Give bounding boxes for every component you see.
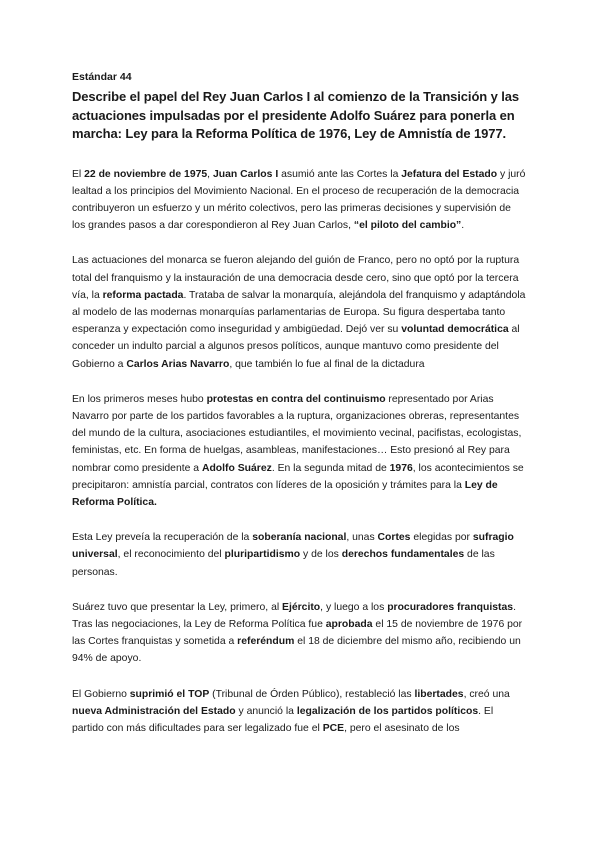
text-run: representado por Arias Navarro por parte de los partidos favorables a la ruptura, organizaciones obreras, representantes del mundo de la cultura, asociaciones estudiantiles, el movimiento vecinal, pacifistas, ecologistas, feministas, etc. En forma de huelgas, asambleas, manifestaciones… Esto presionó al Rey para nombrar como presidente a <box>72 393 522 474</box>
bold-text: nueva Administración del Estado <box>72 705 236 717</box>
bold-text: libertades <box>414 688 464 700</box>
paragraph-4 <box>72 529 527 581</box>
text-run: , creó una <box>463 688 510 700</box>
standard-label: Estándar 44 <box>72 71 132 83</box>
text-run: , pero el asesinato de los <box>344 722 460 734</box>
bold-text: sufragio universal <box>72 532 514 561</box>
bold-text: Ley de Reforma Política. <box>72 479 498 508</box>
text-run: , el reconocimiento del <box>117 549 225 561</box>
paragraph-6 <box>72 686 527 738</box>
text-run: (Tribunal de Órden Público), restableció las <box>209 688 415 700</box>
document-content <box>72 70 527 755</box>
paragraphs-container <box>72 166 527 738</box>
bold-text: soberanía nacional <box>252 532 347 544</box>
text-run: y anunció la <box>235 705 297 717</box>
bold-text: protestas en contra del continuismo <box>206 393 386 405</box>
paragraph-1 <box>72 166 527 235</box>
bold-text: derechos fundamentales <box>341 549 465 561</box>
text-run: , unas <box>346 532 378 544</box>
paragraph-2 <box>72 252 527 372</box>
paragraph-3 <box>72 391 527 511</box>
text-run: asumió ante las Cortes la <box>278 168 402 180</box>
bold-text: legalización de los partidos políticos <box>296 705 479 717</box>
paragraph-5 <box>72 599 527 668</box>
text-run: al conceder un indulto parcial a algunos presos políticos, aunque mantuvo como presidente del Gobierno a <box>72 324 520 370</box>
bold-text: Cortes <box>377 532 411 544</box>
bold-text: Juan Carlos I <box>212 168 279 180</box>
text-run: y de los <box>300 549 342 561</box>
bold-text: pluripartidismo <box>224 549 301 561</box>
bold-text: Carlos Arias Navarro <box>126 358 230 370</box>
text-run: Esta Ley preveía la recuperación de la <box>72 532 253 544</box>
bold-text: referéndum <box>237 636 295 648</box>
bold-text: procuradores franquistas <box>387 601 514 613</box>
bold-text: 1976 <box>389 462 413 474</box>
text-run: En los primeros meses hubo <box>72 393 207 405</box>
text-run: , los acontecimientos se precipitaron: amnistía parcial, contratos con líderes de la oposición y trámites para la <box>72 462 524 491</box>
text-run: , <box>207 168 213 180</box>
bold-text: aprobada <box>325 618 373 630</box>
text-run: elegidas por <box>410 532 473 544</box>
text-run: . Trataba de salvar la monarquía, alejándola del franquismo y adaptándola al modelo de las modernas monarquías parlamentarias de Europa. Su figura despertaba tanto esperanza y expectación como inseguridad y ambigüedad. Dejó ver su <box>72 289 526 336</box>
text-run: . El partido con más dificultades para ser legalizado fue el <box>72 705 494 734</box>
bold-text: PCE <box>322 722 345 734</box>
text-run: el 18 de diciembre del mismo año, recibiendo un 94% de apoyo. <box>72 636 521 665</box>
document-title: Describe el papel del Rey Juan Carlos I al comienzo de la Transición y las actuaciones impulsadas por el presidente Adolfo Suárez para ponerla en marcha: Ley para la Reforma Política de 1976, Ley de Amnistía de 1977. <box>72 89 520 141</box>
text-run: Suárez tuvo que presentar la Ley, primero, al <box>72 601 283 613</box>
text-run: de las personas. <box>72 549 495 578</box>
text-run: el 15 de noviembre de 1976 por las Cortes franquistas y sometida a <box>72 618 523 648</box>
bold-text: Adolfo Suárez <box>201 462 272 474</box>
text-run: El <box>72 168 85 180</box>
text-run: . Tras las negociaciones, la Ley de Reforma Política fue <box>72 601 516 630</box>
text-run: , y luego a los <box>320 601 388 613</box>
bold-text: Jefatura del Estado <box>401 168 498 180</box>
bold-text: reforma pactada <box>102 289 184 301</box>
text-run: . <box>461 220 465 232</box>
text-run: Las actuaciones del monarca se fueron alejando del guión de Franco, pero no optó por la ruptura total del franquismo y la instauración de una democracia desde cero, sino que optó por la tercera vía, la <box>72 255 520 301</box>
text-run: y juró lealtad a los principios del Movimiento Nacional. En el proceso de recuperación de la democracia contribuyeron un esfuerzo y un mérito colectivos, pero las primeras decisiones y supervisión de los grandes pasos a dar corespondieron al Rey Juan Carlos, <box>72 168 526 232</box>
bold-text: Ejército <box>282 601 321 613</box>
bold-text: “el piloto del cambio” <box>353 220 462 232</box>
text-run: El Gobierno <box>72 688 130 700</box>
text-run: , que también lo fue al final de la dictadura <box>229 358 425 370</box>
bold-text: voluntad democrática <box>401 324 509 336</box>
bold-text: 22 de noviembre de 1975 <box>84 168 208 180</box>
text-run: . En la segunda mitad de <box>271 462 390 474</box>
bold-text: suprimió el TOP <box>129 688 210 700</box>
